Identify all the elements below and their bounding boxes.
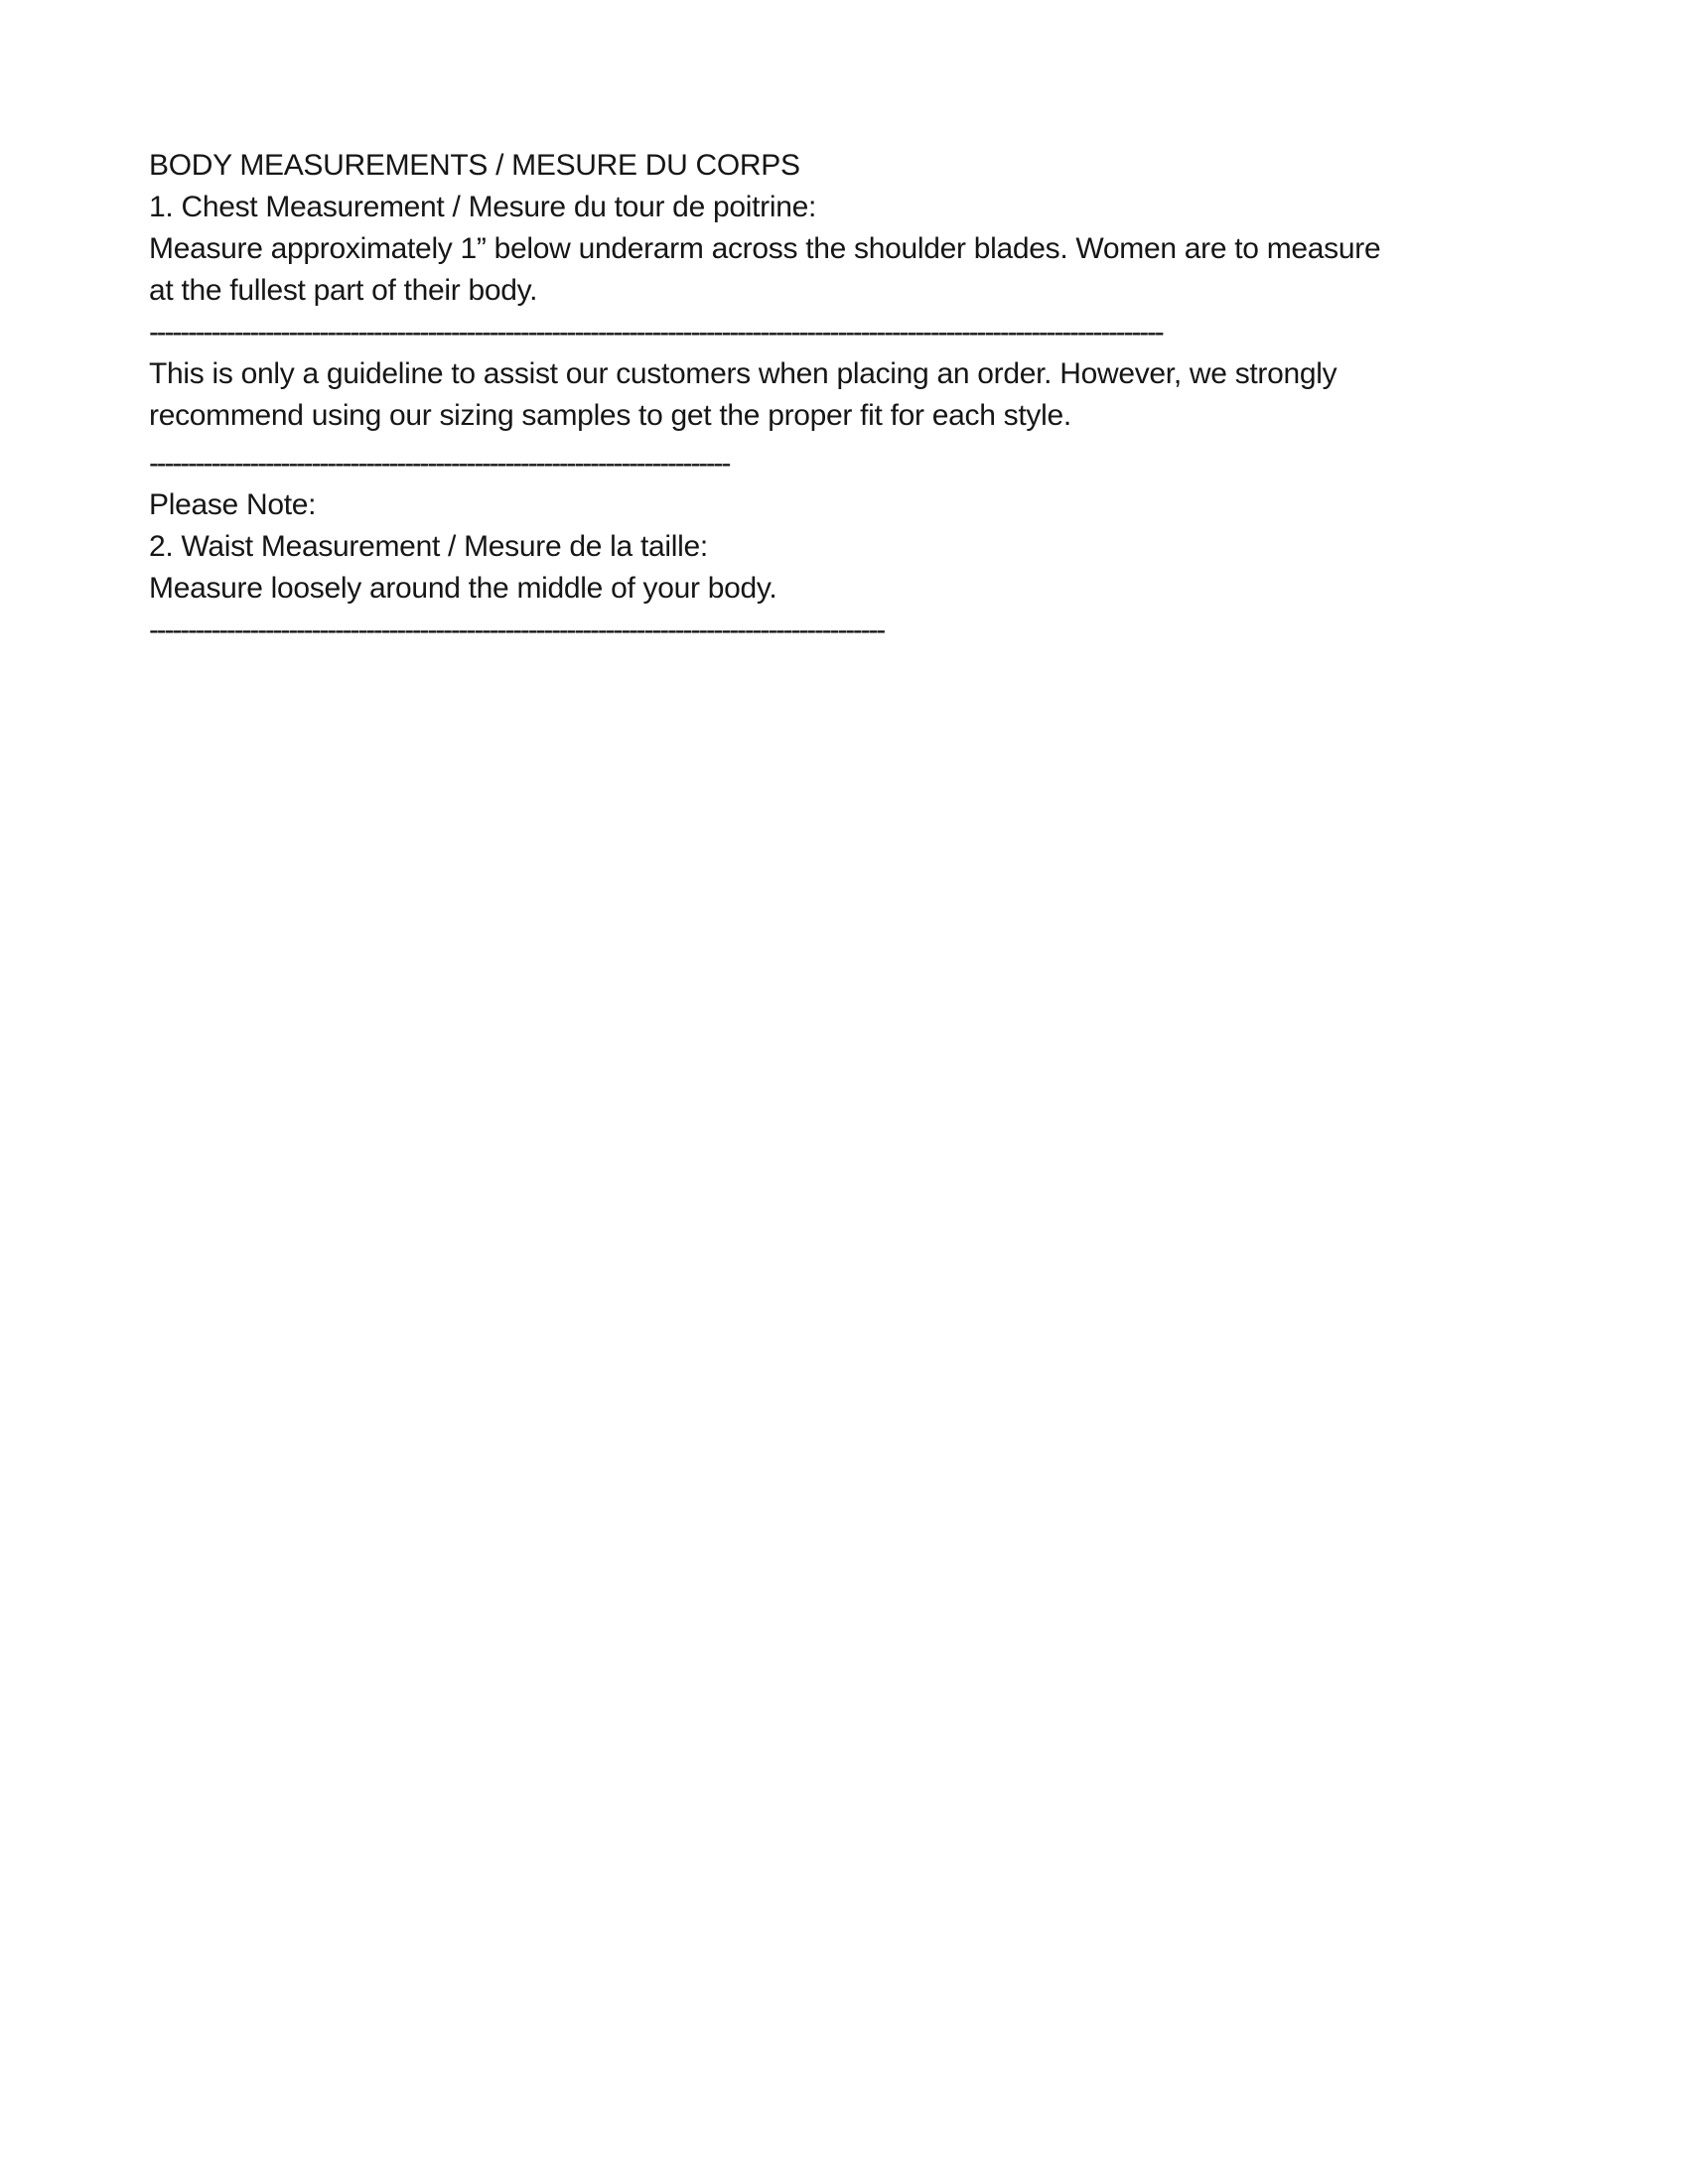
paragraph-line: Measure loosely around the middle of your body. [149, 572, 777, 605]
please-note-label: Please Note: [149, 488, 317, 521]
section-2-heading: 2. Waist Measurement / Mesure de la taille: [149, 530, 708, 563]
separator-line: ----------------------------------------------------------------------------------------------- [149, 614, 885, 646]
paragraph-line: Measure approximately 1” below underarm across the shoulder blades. Women are to measure [149, 232, 1381, 265]
paragraph-line: recommend using our sizing samples to get the proper fit for each style. [149, 399, 1071, 432]
paragraph-line: This is only a guideline to assist our customers when placing an order. However, we strongly [149, 357, 1337, 390]
section-1-heading: 1. Chest Measurement / Mesure du tour de poitrine: [149, 191, 817, 223]
document-title: BODY MEASUREMENTS / MESURE DU CORPS [149, 149, 800, 182]
separator-line: ----------------------------------------------------------------------------------------------------------------------------------- [149, 316, 1163, 348]
paragraph-line: at the fullest part of their body. [149, 274, 538, 307]
separator-line: --------------------------------------------------------------------------- [149, 447, 730, 479]
